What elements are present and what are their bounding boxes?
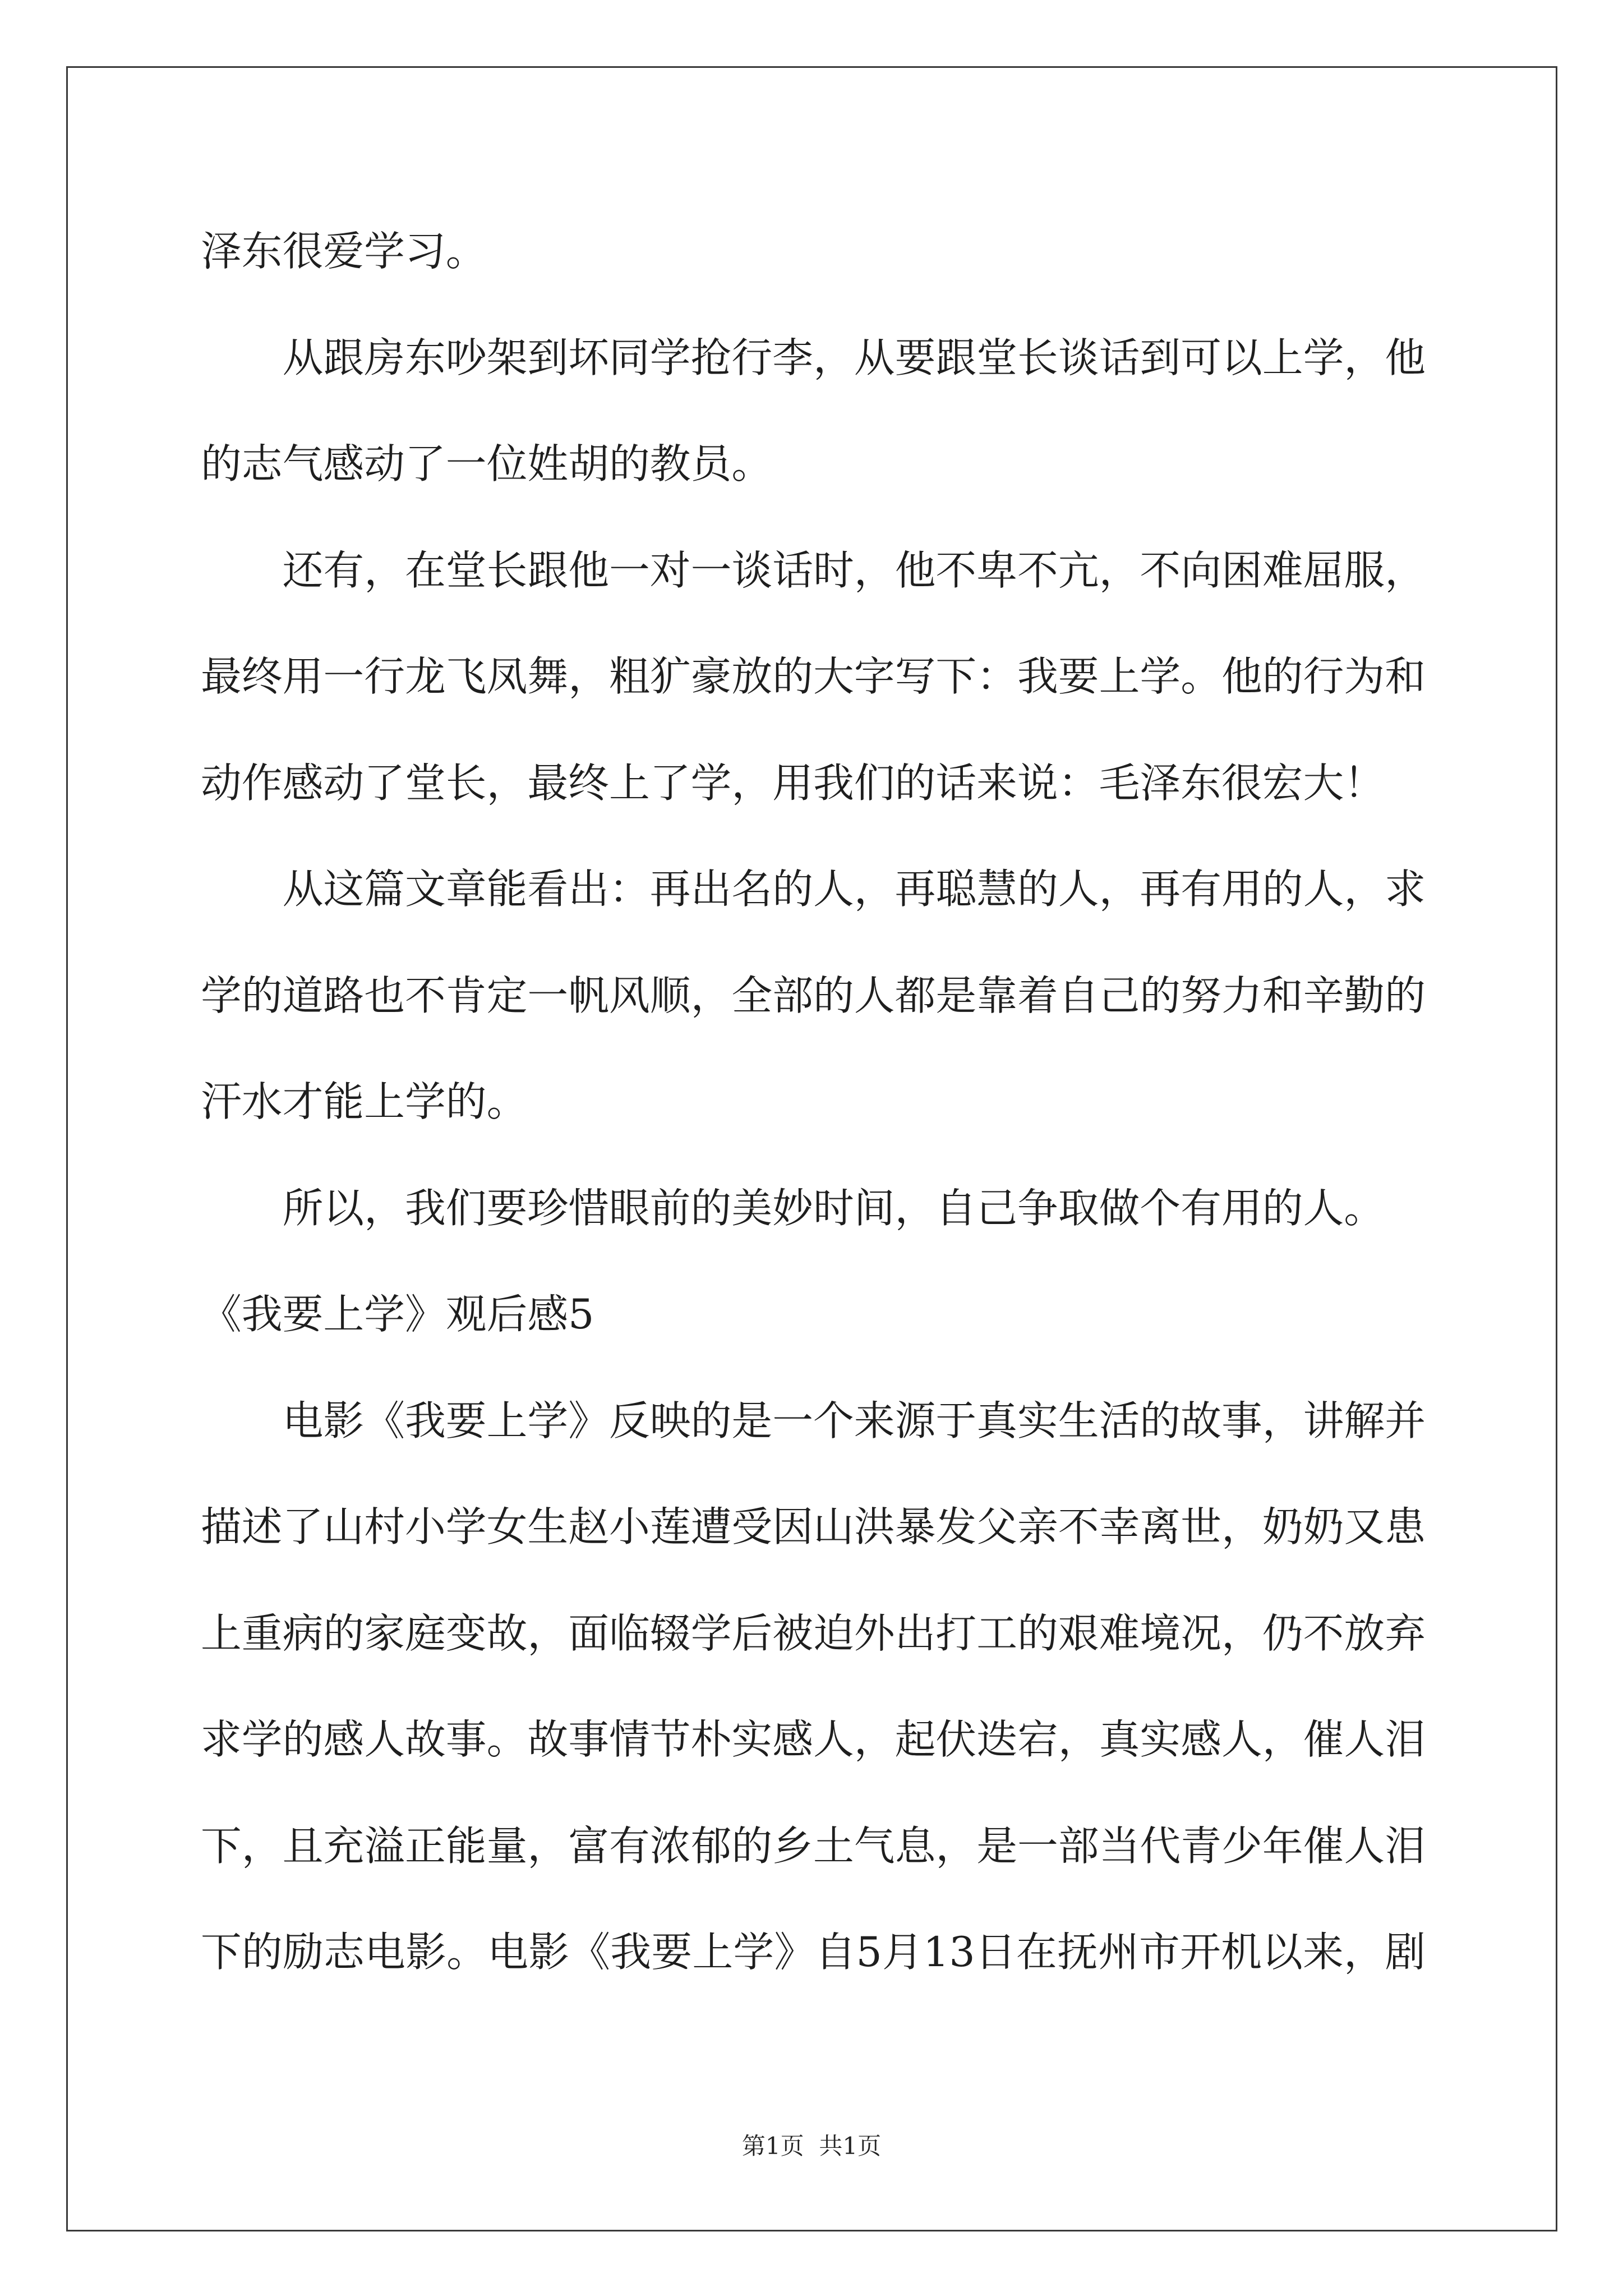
text-line: 最终用一行龙飞凤舞，粗犷豪放的大字写下：我要上学。他的行为和 xyxy=(201,653,1426,701)
text-line: 的志气感动了一位姓胡的教员。 xyxy=(201,440,773,488)
text-line: 下的励志电影。电影《我要上学》自5月13日在抚州市开机以来，剧 xyxy=(201,1929,1426,1976)
text-line: 描述了山村小学女生赵小莲遭受因山洪暴发父亲不幸离世，奶奶又患 xyxy=(201,1503,1426,1551)
text-line: 上重病的家庭变故，面临辍学后被迫外出打工的艰难境况，仍不放弃 xyxy=(201,1609,1426,1658)
text-line: 从这篇文章能看出：再出名的人，再聪慧的人，再有用的人，求 xyxy=(282,866,1426,913)
text-line: 还有，在堂长跟他一对一谈话时，他不卑不亢，不向困难屈服， xyxy=(282,546,1426,595)
text-line: 电影《我要上学》反映的是一个来源于真实生活的故事，讲解并 xyxy=(282,1397,1426,1445)
text-line: 学的道路也不肯定一帆风顺，全部的人都是靠着自己的努力和辛勤的 xyxy=(201,972,1426,1020)
text-line: 汗水才能上学的。 xyxy=(201,1078,528,1126)
text-line: 下，且充溢正能量，富有浓郁的乡土气息，是一部当代青少年催人泪 xyxy=(201,1822,1426,1870)
text-line: 动作感动了堂长，最终上了学，用我们的话来说：毛泽东很宏大！ xyxy=(201,759,1385,807)
body-text xyxy=(201,199,1426,2006)
document-heading: 《我要上学》观后感5 xyxy=(201,1291,594,1338)
text-line: 从跟房东吵架到坏同学抢行李，从要跟堂长谈话到可以上学，他 xyxy=(282,334,1426,382)
text-line: 所以，我们要珍惜眼前的美妙时间，自己争取做个有用的人。 xyxy=(282,1184,1385,1232)
text-line: 泽东很爱学习。 xyxy=(201,228,487,275)
page-footer: 第1页 共1页 xyxy=(741,2132,882,2160)
text-line: 求学的感人故事。故事情节朴实感人，起伏迭宕，真实感人，催人泪 xyxy=(201,1716,1426,1764)
